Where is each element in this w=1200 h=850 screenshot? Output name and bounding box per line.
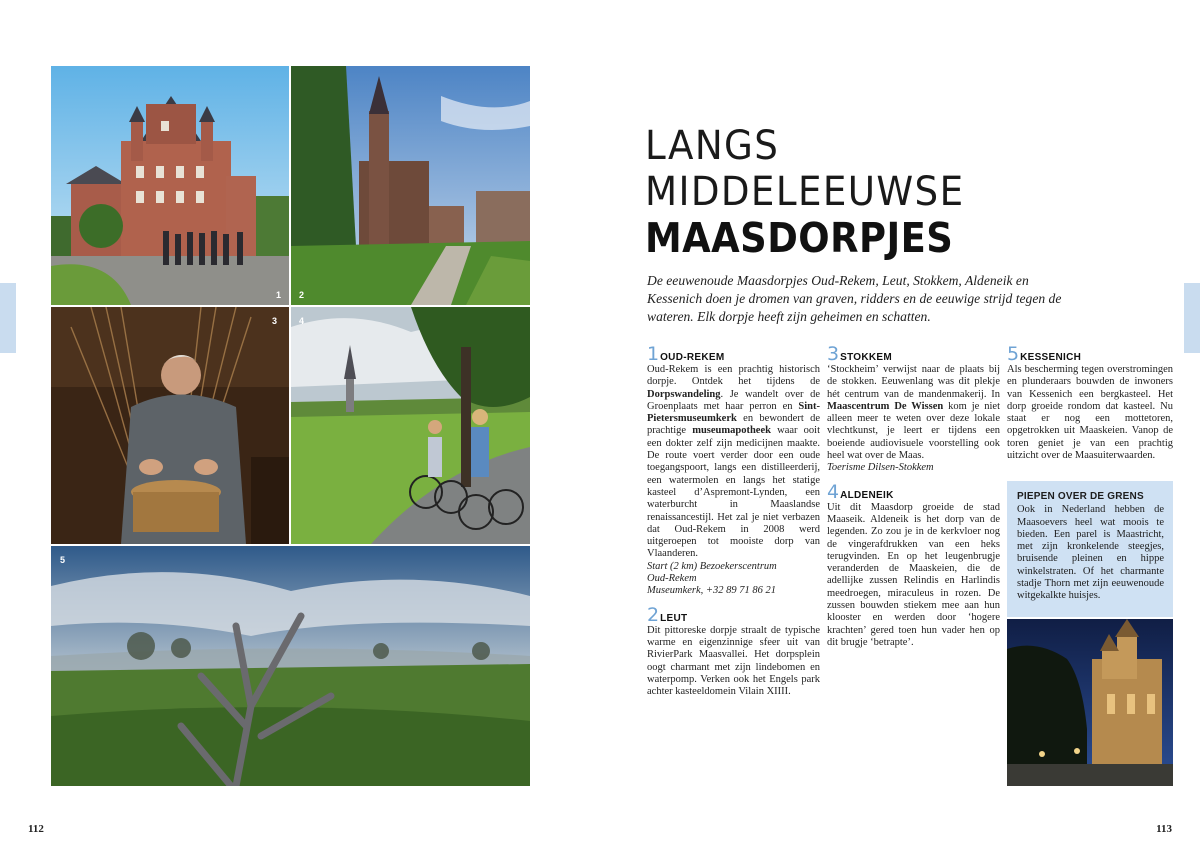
section-body: Uit dit Maasdorp groeide de stad Maaseik. Aldeneik is het dorp van de legenden. Zo zou je in de kerkvloer nog de vingerafdrukken van een heks terugvinden. En op het leugenbrugje veranderden de Maaskeien, die de adellijke zussen Relindis en Harlindis meedroegen, miraculeus in rozen. De zussen bouwden stiekem mee aan hun klooster en werden door ‘hogere krachten’ gered toen hun vader hen op dit brugje ‘betrapte’. [827,501,1000,648]
section-meta-line: Start (2 km) Bezoekerscentrum [647,560,777,572]
section-aldeneik [827,480,1000,650]
intro-paragraph: De eeuwenoude Maasdorpjes Oud-Rekem, Leut, Stokkem, Aldeneik en Kessenich doen je dromen van graven, ridders en de eeuwige strijd tegen de wateren. Elk dorpje heeft zijn geheimen en schatten. [647,273,1062,324]
section-meta-line: Toerisme Dilsen-Stokkem [827,462,934,474]
section-heading: OUD-REKEM [660,352,725,363]
photo-number-3: 3 [271,316,277,326]
title-line-3: MAASDORPJES [645,214,954,262]
section-leut [647,603,820,699]
section-number: 4 [827,480,840,503]
section-heading: ALDENEIK [840,489,894,501]
section-body: Als bescherming tegen overstromingen en plunderaars bouwden de inwoners van Kessenich een bergkasteel. Het dorp groeide rondom dat kasteel. Nu staat er nog een mottetoren, opgetrokken uit Maaskeien. Vanop de toren geniet je van een prachtig uitzicht over de Maasuiterwaarden. [1007,364,1173,462]
photo-number-5: 5 [60,555,66,565]
section-number: 3 [827,343,840,365]
section-body: Oud-Rekem is een prachtig historisch dorpje. Ontdek het tijdens de Dorpswandeling. Je wandelt over de Groenplaats met haar perron en Sint-Pietersmuseumkerk en bewondert de prachtige museumapotheek waar ooit een dokter zelf zijn medicijnen maakte. De route voert verder door een oude toegangspoort, langs een distilleerderij, een watermolen en langs het statige kasteel d’Aspremont-Lynden, een waterburcht in Maaslandse renaissancestijl. Het zal je niet verbazen dat Oud-Rekem in 2008 werd uitgeroepen tot mooiste dorp van Vlaanderen. [647,364,820,560]
info-box [1007,481,1173,617]
title-line-2: MIDDELEEUWSE [645,169,965,215]
photo-misty-landscape [51,546,530,786]
section-heading: LEUT [660,612,688,624]
section-body: Dit pittoreske dorpje straalt de typische warme en eigenzinnige sfeer uit van RivierPark Maasvallei. Het dorpsplein oogt charmant met zijn lindebomen en waterpomp. Verken ook het Engels park achter kasteeldomein Vilain XIIII. [647,624,820,698]
page-number-left: 112 [28,823,44,835]
section-stokkem [827,343,1000,475]
photo-number-2: 2 [299,290,305,300]
column-1 [647,343,820,707]
section-kessenich [1007,343,1173,462]
photo-number-4: 4 [299,316,305,326]
photo-cyclists [291,307,530,544]
right-edge-tab [1184,283,1200,353]
photo-castle [51,66,289,305]
section-oud-rekem [647,343,820,598]
section-number: 1 [647,343,660,365]
page-number-right: 113 [1156,823,1172,835]
info-box-title: PIEPEN OVER DE GRENS [1017,491,1144,502]
title-line-1: LANGS [645,123,780,169]
section-meta-line: Museumkerk, +32 89 71 86 21 [647,585,776,597]
section-heading: STOKKEM [840,352,893,363]
photo-number-1: 1 [275,290,281,300]
section-heading: KESSENICH [1020,352,1082,363]
column-3 [1007,343,1173,471]
section-number: 5 [1007,343,1020,365]
photo-church [291,66,530,305]
section-number: 2 [647,603,660,626]
info-box-body: Ook in Nederland hebben de Maasoevers heel wat moois te bieden. Een parel is Maastricht, met zijn kronkelende steegjes, bruisende pleinen en hippe winkelstraten. Of het charmante stadje Thorn met zijn eeuwenoude witgekalkte huisjes. [1017,504,1164,602]
section-body: ‘Stockheim’ verwijst naar de plaats bij de stokken. Eeuwenlang was dit plekje hét centrum van de mandenmakerij. In Maascentrum De Wissen kom je niet alleen meer te weten over deze lokale vlechtkunst, je leert er tijdens een boeiende audiovisuele voorstelling ook heel wat over de Maas. [827,364,1000,462]
column-2 [827,343,1000,658]
photo-basilica-night [1007,619,1173,786]
left-edge-tab [0,283,16,353]
section-meta-line: Oud-Rekem [647,573,697,585]
photo-basket-weaver [51,307,289,544]
